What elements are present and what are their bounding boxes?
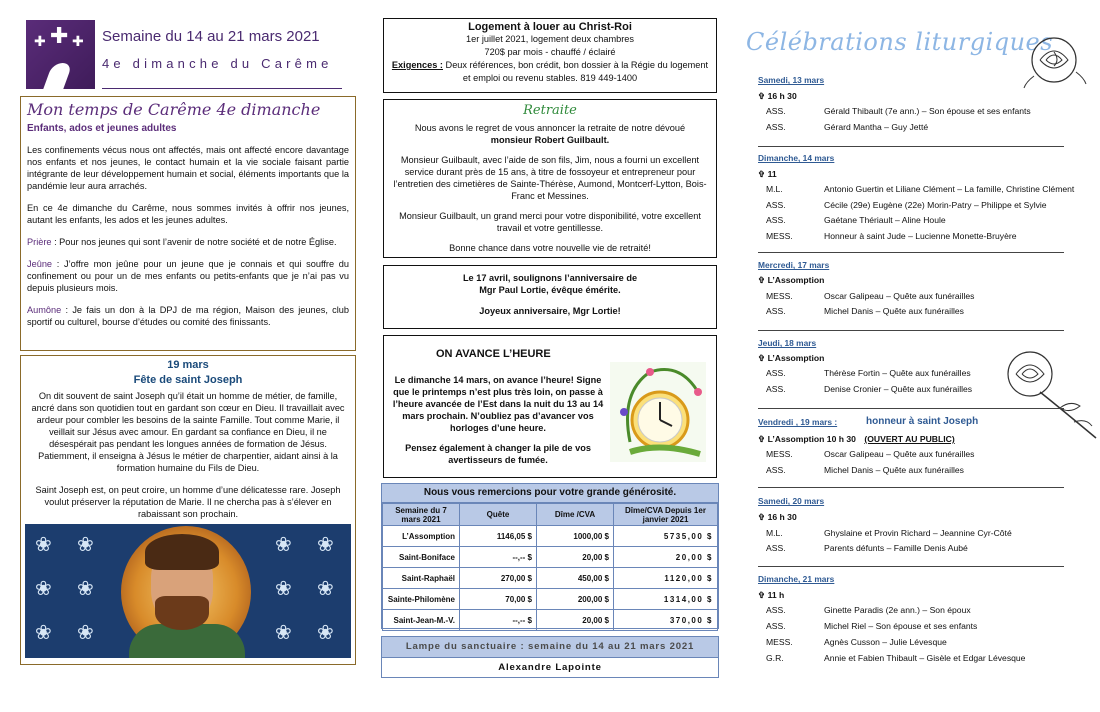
intention-type: ASS. [766, 106, 786, 116]
saint-joseph-stained-glass [25, 524, 351, 658]
collecte-table-box [381, 483, 719, 629]
careme-paragraph: En ce 4e dimanche du Carême, nous sommes invités à offrir nos jeunes, autant les enfants, les ados et les jeunes adultes. [27, 203, 349, 225]
intention-text: Ghyslaine et Provin Richard – Jeannine Cyr-Côté [824, 528, 1012, 538]
cell: 20,00 $ [614, 547, 718, 568]
rent-line: 720$ par mois - chauffé / éclairé [484, 47, 616, 57]
rent-title: Logement à louer au Christ-Roi [468, 21, 632, 33]
retraite-name: monsieur Robert Guilbault. [490, 135, 610, 145]
intention-text: Michel Riel – Son épouse et ses enfants [824, 621, 978, 631]
priere-keyword: Prière [27, 237, 52, 247]
hair [145, 534, 219, 570]
rose-icon [1020, 32, 1090, 90]
flower-icon: ❀ [317, 576, 334, 600]
divider [758, 146, 1064, 147]
sunday-title: 4e dimanche du Carême [102, 56, 333, 71]
intention-type: ASS. [766, 621, 786, 631]
table-header-row [383, 504, 718, 526]
intention-text: Oscar Galipeau – Quête aux funérailles [824, 291, 975, 301]
flower-icon: ❀ [317, 532, 334, 556]
cell: --,-- $ [460, 547, 537, 568]
lortie-wishes: Joyeux anniversaire, Mgr Lortie! [479, 306, 621, 316]
intention-text: Agnès Cusson – Julie Lévesque [824, 637, 947, 647]
joseph-paragraph: Saint Joseph est, on peut croire, un homme d’une délicatesse rare. Joseph voulut préserver la réputation de Marie. Il ne chercha pas à s’élever en rabaissant son prochain. [35, 485, 341, 519]
rent-requirements [390, 59, 710, 85]
honneur-label: honneur à saint Joseph [866, 416, 979, 427]
joseph-title: Fête de saint Joseph [133, 374, 243, 386]
priere-text: : Pour nos jeunes qui sont l’avenir de notre société et de notre Église. [51, 237, 337, 247]
intention-type: ASS. [766, 368, 786, 378]
day-heading: Jeudi, 18 mars [758, 338, 817, 348]
road-shape [43, 63, 72, 89]
intention-text: Antonio Guertin et Liliane Clément – La famille, Christine Clément [824, 184, 1075, 194]
day-heading: Samedi, 13 mars [758, 75, 825, 85]
flower-icon: ❀ [77, 576, 94, 600]
intention-text: Denise Cronier – Quête aux funérailles [824, 384, 973, 394]
intention-text: Gérald Thibault (7e ann.) – Son épouse et ses enfants [824, 106, 1031, 116]
cross-icon: ✚ [50, 24, 69, 49]
day-heading: Dimanche, 14 mars [758, 153, 835, 163]
cell: L’Assomption [383, 526, 460, 547]
heure-box [383, 335, 717, 478]
intention-type: ASS. [766, 543, 786, 553]
intention-text: Michel Danis – Quête aux funérailles [824, 306, 964, 316]
beard [155, 596, 209, 630]
intention-text: Thérèse Fortin – Quête aux funérailles [824, 368, 971, 378]
aumone-keyword: Aumône [27, 305, 62, 315]
col-header: Semaine du 7 mars 2021 [383, 504, 460, 526]
rose-icon [1000, 348, 1100, 443]
table-row [383, 610, 718, 631]
lortie-line: Mgr Paul Lortie, évêque émérite. [479, 285, 621, 295]
table-row [383, 526, 718, 547]
divider [758, 487, 1064, 488]
divider [758, 408, 1064, 409]
flower-icon: ❀ [35, 576, 52, 600]
cross-icon: ✚ [72, 34, 84, 50]
joseph-date: 19 mars [167, 359, 209, 371]
intention-text: Ginette Paradis (2e ann.) – Son époux [824, 605, 971, 615]
requirements-label: Exigences : [391, 60, 443, 70]
col-header: Dîme/CVA Depuis 1er janvier 2021 [614, 504, 718, 526]
cell: Saint-Jean-M.-V. [383, 610, 460, 631]
day-heading: Vendredi , 19 mars : [758, 417, 838, 427]
jeune-text: : J’offre mon jeûne pour un jeune que je connais et qui souffre du confinement ou pour un de mes enfants ou petits-enfants que je n’ai pas vu depuis plusieurs mois. [27, 259, 349, 293]
divider [758, 330, 1064, 331]
cell: 1314,00 $ [614, 589, 718, 610]
retraite-box [383, 99, 717, 258]
lortie-box [383, 265, 717, 329]
table-row [383, 589, 718, 610]
lampe-box [381, 636, 719, 678]
intention-text: Gaétane Thériault – Aline Houle [824, 215, 946, 225]
table-row [383, 568, 718, 589]
table-row [383, 547, 718, 568]
careme-aumone [27, 304, 349, 328]
flower-icon: ❀ [77, 620, 94, 644]
mass-place: ✞ 11 h [758, 590, 785, 600]
intention-type: ASS. [766, 215, 786, 225]
intention-type: ASS. [766, 605, 786, 615]
cell: 450,00 $ [537, 568, 614, 589]
cell: 370,00 $ [614, 610, 718, 631]
intention-type: MESS. [766, 291, 793, 301]
intention-text: Michel Danis – Quête aux funérailles [824, 465, 964, 475]
intention-text: Cécile (29e) Eugène (22e) Morin-Patry – Philippe et Sylvie [824, 200, 1047, 210]
lampe-name: Alexandre Lapointe [498, 662, 602, 673]
collecte-title: Nous vous remercions pour votre grande générosité. [382, 484, 718, 503]
mass-place: ✞ L’Assomption [758, 353, 825, 363]
intention-type: M.L. [766, 528, 783, 538]
intention-text: Honneur à saint Jude – Lucienne Monette-Bruyère [824, 231, 1017, 241]
flower-icon: ❀ [275, 532, 292, 556]
requirements-text: Deux références, bon crédit, bon dossier à la Régie du logement et emploi ou revenu stables. 819 449-1400 [443, 60, 709, 83]
cell: 70,00 $ [460, 589, 537, 610]
joseph-box [20, 355, 356, 665]
heure-paragraph: Le dimanche 14 mars, on avance l’heure! Signe que le printemps n’est plus très loin, on passe à l’heure avancée de l’Est dans la nuit du 13 au 14 mars prochain. N’oubliez pas d’avancer vos horloges d’une heure. [392, 375, 604, 433]
intention-type: ASS. [766, 122, 786, 132]
cell: Saint-Raphaël [383, 568, 460, 589]
aumone-text: : Je fais un don à la DPJ de ma région, Maison des jeunes, club sportif ou culturel, bourse d’études ou comité des finissants. [27, 305, 349, 327]
col-header: Dîme /CVA [537, 504, 614, 526]
cross-icon: ✚ [34, 34, 46, 50]
retraite-intro-text: Nous avons le regret de vous annoncer la retraite de notre dévoué [414, 123, 686, 133]
day-heading: Mercredi, 17 mars [758, 260, 830, 270]
cell: 20,00 $ [537, 610, 614, 631]
intention-type: ASS. [766, 384, 786, 394]
careme-priere [27, 236, 349, 248]
cell: 200,00 $ [537, 589, 614, 610]
jeune-keyword: Jeûne [27, 259, 53, 269]
mass-place: ✞ L’Assomption [758, 275, 825, 285]
careme-subtitle: Enfants, ados et jeunes adultes [27, 123, 177, 134]
divider [758, 252, 1064, 253]
flower-icon: ❀ [317, 620, 334, 644]
cell: 270,00 $ [460, 568, 537, 589]
cell: 5735,00 $ [614, 526, 718, 547]
careme-jeune [27, 258, 349, 294]
cell: 1146,05 $ [460, 526, 537, 547]
flower-icon: ❀ [275, 620, 292, 644]
mass-place: ✞ 16 h 30 [758, 91, 797, 101]
mass-place: ✞ 16 h 30 [758, 512, 797, 522]
collecte-table [382, 503, 718, 631]
intention-type: M.L. [766, 184, 783, 194]
rent-line: 1er juillet 2021, logement deux chambres [465, 34, 635, 44]
intention-text: Gérard Mantha – Guy Jetté [824, 122, 929, 132]
intention-text: Oscar Galipeau – Quête aux funérailles [824, 449, 975, 459]
spring-clock-icon [610, 362, 706, 462]
intention-text: Parents défunts – Famille Denis Aubé [824, 543, 968, 553]
lortie-line: Le 17 avril, soulignons l’anniversaire de [462, 273, 638, 283]
intention-type: ASS. [766, 200, 786, 210]
intention-type: MESS. [766, 231, 793, 241]
retraite-intro [392, 122, 708, 146]
retraite-title: Retraite [523, 103, 577, 118]
cell: --,-- $ [460, 610, 537, 631]
day-heading: Dimanche, 21 mars [758, 574, 835, 584]
mass-place [758, 434, 955, 445]
joseph-paragraph: On dit souvent de saint Joseph qu’il était un homme de métier, de famille, ancré dans son quotidien tout en gardant son cœur en Dieu. Il travaillait avec ardeur pour combler les besoins de la sainte Famille. Tout comme Marie, il veillait sur Jésus avec amour. En gardant sa confiance en Dieu, il ne désespérait pas pendant les longues années de formation de Jésus. Patiemment, il enseigna à Jésus le métier de charpentier, aidant ainsi à la formation humaine du Fils de Dieu. [31, 391, 345, 473]
day-heading: Samedi, 20 mars [758, 496, 825, 506]
careme-paragraph: Les confinements vécus nous ont affectés, mais ont affecté encore davantage nos enfants et nos jeunes, le contact humain et la vie sociale faisant partie intégrante de leur développement humain et social, éléments importants que la pandémie leur aura arrachés. [27, 145, 349, 191]
flower-icon: ❀ [35, 532, 52, 556]
retraite-paragraph: Bonne chance dans votre nouvelle vie de retraité! [449, 243, 651, 253]
lampe-title: Lampe du sanctuaire : semaine du 14 au 21 mars 2021 [382, 637, 718, 658]
cell: 1000,00 $ [537, 526, 614, 547]
mass-place-text: ✞ L’Assomption 10 h 30 [758, 434, 856, 444]
celebrations-title: Célébrations liturgiques [746, 28, 1054, 56]
intention-type: MESS. [766, 637, 793, 647]
week-title: Semaine du 14 au 21 mars 2021 [102, 28, 320, 45]
col-header: Quête [460, 504, 537, 526]
retraite-paragraph: Monsieur Guilbault, avec l’aide de son fils, Jim, nous a fourni un excellent service durant près de 15 ans, à titre de fossoyeur et entrepreneur pour l’entretien des cimetières de Sainte-Thérèse, Aumond, Montcerf-Lytton, Bois-Franc et Messines. [393, 155, 707, 201]
intention-type: ASS. [766, 465, 786, 475]
cell: 1120,00 $ [614, 568, 718, 589]
flower-icon: ❀ [77, 532, 94, 556]
divider [102, 88, 342, 89]
parish-logo [26, 20, 95, 89]
intention-type: G.R. [766, 653, 784, 663]
heure-title: ON AVANCE L’HEURE [436, 348, 551, 360]
cell: Sainte-Philomène [383, 589, 460, 610]
flower-icon: ❀ [275, 576, 292, 600]
divider [758, 566, 1064, 567]
heure-paragraph: Pensez également à changer la pile de vos avertisseurs de fumée. [405, 443, 591, 465]
open-public-label: (OUVERT AU PUBLIC) [864, 434, 955, 444]
cell: 20,00 $ [537, 547, 614, 568]
retraite-paragraph: Monsieur Guilbault, un grand merci pour votre disponibilité, votre excellent travail et votre gentillesse. [399, 211, 701, 233]
cell: Saint-Boniface [383, 547, 460, 568]
intention-text: Annie et Fabien Thibault – Gisèle et Edgar Lévesque [824, 653, 1026, 663]
mass-place: ✞ 11 [758, 169, 777, 179]
careme-box [20, 96, 356, 351]
rent-box [383, 18, 717, 93]
intention-type: MESS. [766, 449, 793, 459]
careme-title: Mon temps de Carême 4e dimanche [27, 100, 321, 119]
intention-type: ASS. [766, 306, 786, 316]
flower-icon: ❀ [35, 620, 52, 644]
